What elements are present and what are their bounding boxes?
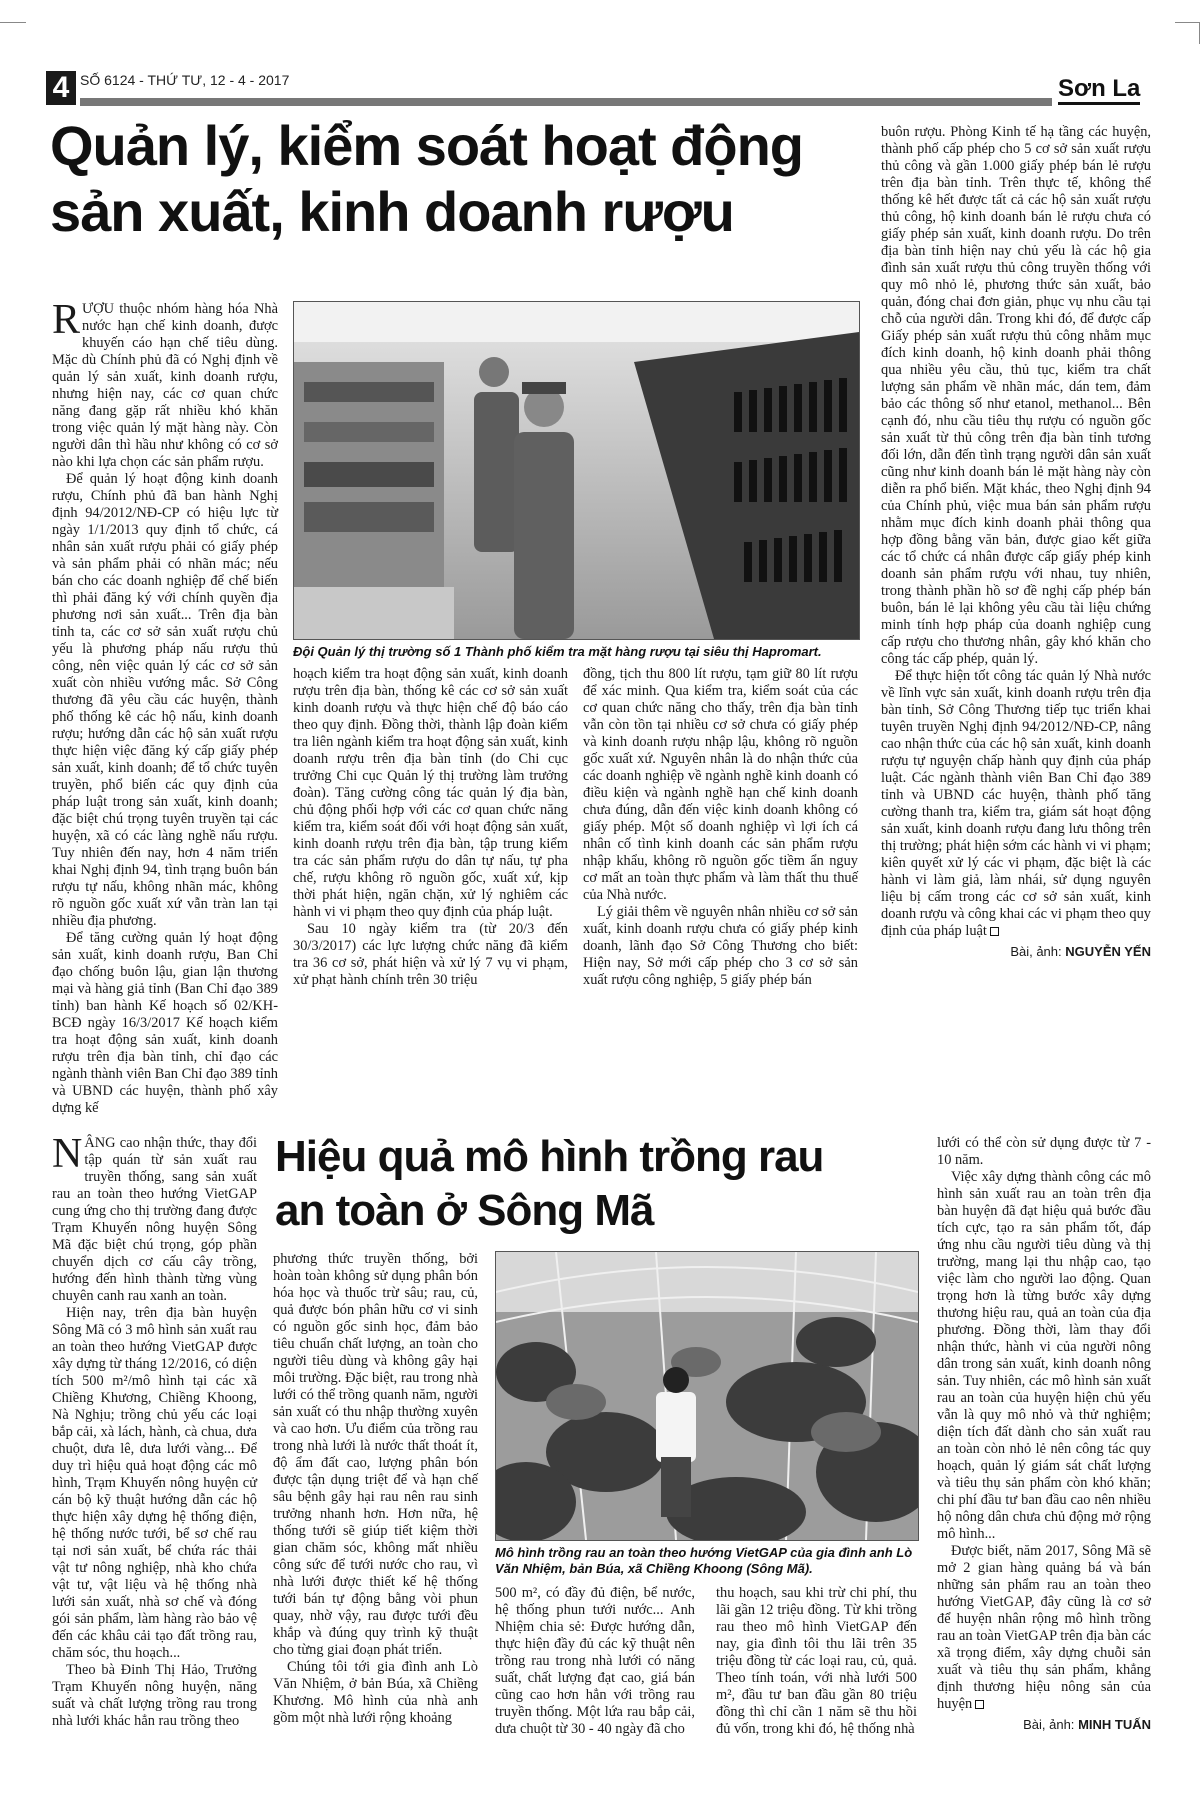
header-rule	[80, 98, 1052, 106]
article2-column-4	[716, 1585, 917, 1738]
article2-headline	[275, 1132, 922, 1243]
end-mark-icon	[975, 1700, 984, 1709]
paragraph: buôn rượu. Phòng Kinh tế hạ tầng các huyện, thành phố cấp phép cho 5 cơ sở sản xuất rượu thủ công và gần 1.000 giấy phép bán lẻ rượu trên địa bàn tỉnh. Trên thực tế, không thể thống kê hết được tất cả các hộ sản xuất rượu thủ công, hộ kinh doanh bán lẻ rượu chưa có giấy phép sản xuất, kinh doanh rượu. Do trên địa bàn tỉnh hiện nay chủ yếu là các hộ gia đình sản xuất rượu thủ công truyền thống với quy mô nhỏ lẻ, phương thức sản xuất, bảo quản, đóng chai đơn giản, phục vụ nhu cầu tại chỗ của người dân. Trong khi đó, để được cấp Giấy phép sản xuất rượu thủ công nhằm mục đích kinh doanh, hộ kinh doanh phải thông qua nhiều yêu cầu, thủ tục, kiểm tra chất lượng sản phẩm về nhãn mác, dán tem, đảm bảo các thông số như etanol, methanol... Bên cạnh đó, nhu cầu tiêu thụ rượu có nguồn gốc sản xuất từ thủ công trên địa bàn tỉnh tương đối lớn, dẫn đến tình trạng người dân sản xuất cũng như kinh doanh bán lẻ mặt hàng này còn diễn ra phổ biến. Mặt khác, theo Nghị định 94 của Chính phủ, việc mua bán sản phẩm rượu nhằm mục đích kinh doanh phải thông qua hợp đồng bằng văn bản, được giao kết giữa các tổ chức cá nhân được cấp giấy phép kinh doanh sản phẩm rượu với nhau, tuy nhiên, trong thành phần hồ sơ đề nghị cấp phép bán buôn, bán lẻ lại không yêu cầu tài liệu chứng minh tính hợp pháp của doanh nghiệp cung cấp rượu cho thương nhân, gây khó khăn cho công tác cấp phép, quản lý.	[881, 124, 1151, 667]
crop-mark	[1175, 22, 1200, 23]
byline-label: Bài, ảnh:	[1023, 1717, 1075, 1732]
article1-byline	[881, 943, 1151, 960]
article1-column-2	[293, 666, 568, 989]
end-mark-icon	[990, 927, 999, 936]
article2-column-2	[273, 1251, 478, 1727]
paragraph: đồng, tịch thu 800 lít rượu, tạm giữ 80 lít rượu để xác minh. Qua kiểm tra, kiểm soát của các cơ quan chức năng cho thấy, trên địa bàn tỉnh vẫn còn tồn tại nhiều cơ sở chưa có giấy phép và kinh doanh rượu nhập lậu, không rõ nguồn gốc xuất xứ. Nguyên nhân là do nhận thức của các doanh nghiệp về ngành nghề kinh doanh có điều kiện và ngành nghề hạn chế kinh doanh chưa đúng, dẫn đến việc kinh doanh không có giấy phép. Một số doanh nghiệp vì lợi ích cá nhân cố tình kinh doanh các sản phẩm rượu nhập khẩu, không rõ nguồn gốc tiềm ẩn nguy cơ mất an toàn thực phẩm và làm thất thu thuế của Nhà nước.	[583, 666, 858, 903]
article2-column-1	[52, 1131, 257, 1730]
article2-byline	[937, 1716, 1151, 1733]
page-number: 4	[46, 71, 76, 105]
paragraph: 500 m², có đầy đủ điện, bể nước, hệ thống phun tưới nước... Anh Nhiệm chia sẻ: Được hướng dẫn, thực hiện đầy đủ các kỹ thuật nên trồng rau trong nhà lưới có năng suất, chất lượng đạt cao, giá bán cũng cao hơn hẳn với trồng rau truyền thống. Một lứa rau bắp cải, dưa chuột từ 30 - 40 ngày đã cho	[495, 1585, 695, 1737]
paragraph: ÂNG cao nhận thức, thay đổi tập quán từ sản xuất rau truyền thống, sang sản xuất rau an toàn theo hướng VietGAP cung ứng cho thị trường đang được Trạm Khuyến nông huyện Sông Mã đặc biệt chú trọng, góp phần chuyển dịch cơ cấu cây trồng, hướng đến hình thành từng vùng chuyên canh rau xanh an toàn.	[52, 1135, 257, 1304]
section-name: Sơn La	[1058, 76, 1140, 105]
byline-author: NGUYỄN YẾN	[1065, 944, 1151, 959]
article2-column-5	[937, 1135, 1151, 1733]
article1-column-1	[52, 297, 278, 1117]
paragraph: Việc xây dựng thành công các mô hình sản xuất rau an toàn trên địa bàn huyện đã đạt hiệu quả bước đầu tích cực, tạo ra sản phẩm tốt, đáp ứng nhu cầu người tiêu dùng và thị trường, mang lại thu nhập cao, tạo việc làm cho người lao động. Quan trọng hơn là từng bước xây dựng thương hiệu rau, quả an toàn của địa phương. Đồng thời, làm thay đổi nhận thức, hành vi của người nông dân trong sản xuất, kinh doanh nông sản. Tuy nhiên, các mô hình sản xuất rau an toàn của huyện hiện chủ yếu vẫn là quy mô nhỏ và thử nghiệm; diện tích đất dành cho sản xuất rau an toàn còn nhỏ lẻ nên công tác quy hoạch, quản lý giám sát chất lượng và tiêu thụ sản phẩm còn khó khăn; chi phí đầu tư ban đầu cao nên nhiều hộ nông dân chưa chủ động mở rộng mô hình...	[937, 1169, 1151, 1542]
article2-photo-caption: Mô hình trồng rau an toàn theo hướng VietGAP của gia đình anh Lò Văn Nhiệm, bản Búa, xã Chiềng Khoong (Sông Mã).	[495, 1545, 913, 1576]
paragraph: Để quản lý hoạt động kinh doanh rượu, Chính phủ đã ban hành Nghị định 94/2012/NĐ-CP có hiệu lực từ ngày 1/1/2013 quy định tổ chức, cá nhân sản xuất rượu phải có giấy phép và sản phẩm phải có nhãn mác; nếu bán cho các doanh nghiệp để chế biến thì phải đăng ký với chính quyền địa phương nơi sản xuất... Trên địa bàn tỉnh ta, các cơ sở sản xuất rượu chủ yếu là phương pháp nấu rượu thủ công, nên việc quản lý các cơ sở sản xuất còn nhiều vướng mắc. Sở Công thương đã yêu cầu các huyện, thành phố thống kê các hộ nấu, kinh doanh rượu; hướng dẫn các hộ sản xuất rượu thực hiện việc đăng ký cấp giấy phép sản xuất, kinh doanh; để tổ chức tuyên truyền, phổ biến các quy định của pháp luật trong sản xuất, kinh doanh; đặc biệt chú trọng tuyên truyền tại các huyện, xã có các làng nghề nấu rượu. Tuy nhiên đến nay, hơn 4 năm triển khai Nghị định 94, tình trạng buôn bán rượu tự nấu, không nhãn mác, không rõ nguồn gốc xuất xứ vẫn tràn lan tại nhiều địa phương.	[52, 471, 278, 929]
paragraph: thu hoạch, sau khi trừ chi phí, thu lãi gần 12 triệu đồng. Từ khi trồng rau theo mô hình VietGAP đến nay, gia đình tôi thu lãi trên 35 triệu đồng từ các loại rau, củ, quả. Theo tính toán, với nhà lưới 500 m², đầu tư ban đầu gần 80 triệu đồng thì chỉ cần 1 năm sẽ thu hồi đủ vốn, trong khi đó, hệ thống nhà	[716, 1585, 917, 1737]
drop-cap: N	[52, 1131, 83, 1177]
article1-photo-caption: Đội Quản lý thị trường số 1 Thành phố kiểm tra mặt hàng rượu tại siêu thị Hapromart.	[293, 644, 822, 659]
headline-line: an toàn ở Sông Mã	[275, 1186, 654, 1235]
crop-mark	[0, 22, 26, 23]
paragraph: Hiện nay, trên địa bàn huyện Sông Mã có 3 mô hình sản xuất rau an toàn theo hướng VietGAP được xây dựng từ tháng 12/2016, có diện tích 500 m²/mô hình tại các xã Chiềng Khương, Chiềng Khoong, Nà Nghịu; trồng chủ yếu các loại bắp cải, xà lách, hành, cà chua, dưa chuột, dưa lê, dưa lưới vàng... Để duy trì hiệu quả hoạt động các mô hình, Trạm Khuyến nông huyện cử cán bộ kỹ thuật hướng dẫn các hộ thực hiện xây dựng hệ thống điện, hệ thống nước tưới, bể sơ chế rau tại nơi sản xuất, bể chứa rác thải vật tư nông nghiệp, nhà kho chứa vật tư, vật liệu và hệ thống nhà lưới sản xuất, nhà sơ chế và đóng gói sản phẩm, làm hàng rào bảo vệ đến các khâu cải tạo đất trồng rau, chăm sóc, thu hoạch...	[52, 1305, 257, 1661]
paragraph: Lý giải thêm về nguyên nhân nhiều cơ sở sản xuất, kinh doanh rượu chưa có giấy phép kinh doanh, lãnh đạo Sở Công Thương cho biết: Hiện nay, Sở mới cấp phép cho 3 cơ sở sản xuất rượu công nghiệp, 5 giấy phép bán	[583, 904, 858, 988]
article2-column-3	[495, 1585, 695, 1738]
headline-line: sản xuất, kinh doanh rượu	[50, 180, 734, 243]
paragraph: hoạch kiểm tra hoạt động sản xuất, kinh doanh rượu trên địa bàn, thống kê các cơ sở sản xuất kinh doanh rượu và thực hiện chế độ báo cáo theo quy định. Đồng thời, thành lập đoàn kiểm tra liên ngành kiểm tra hoạt động sản xuất, kinh doanh rượu trên địa bàn tỉnh (do Chi cục trưởng Chi cục Quản lý thị trường làm trưởng đoàn). Tăng cường công tác quản lý địa bàn, chủ động phối hợp với các cơ quan chức năng kiểm tra, kiểm soát đối với hoạt động sản xuất, kinh doanh rượu trên địa bàn, tập trung kiểm tra các sản phẩm rượu do dân tự nấu, tự pha chế, rượu không rõ nguồn gốc, xuất xứ, kịp thời phát hiện, ngăn chặn, xử lý nghiêm các hành vi vi phạm theo quy định của pháp luật.	[293, 666, 568, 920]
issue-date-line: SỐ 6124 - THỨ TƯ, 12 - 4 - 2017	[80, 72, 290, 88]
headline-line: Quản lý, kiểm soát hoạt động	[50, 114, 803, 177]
drop-cap: R	[52, 297, 81, 343]
article1-photo	[293, 301, 860, 640]
byline-label: Bài, ảnh:	[1010, 944, 1062, 959]
supermarket-inspection-photo	[294, 302, 859, 639]
article1-column-4	[881, 124, 1151, 960]
headline-line: Hiệu quả mô hình trồng rau	[275, 1132, 824, 1181]
paragraph: Theo bà Đinh Thị Hảo, Trưởng Trạm Khuyến nông huyện, năng suất và chất lượng trồng rau trong nhà lưới khác hẳn rau trồng theo	[52, 1662, 257, 1729]
paragraph: phương thức truyền thống, bởi hoàn toàn không sử dụng phân bón hóa học và thuốc trừ sâu; rau, củ, quả được bón phân hữu cơ vi sinh có nguồn gốc sinh học, đảm bảo tiêu chuẩn chất lượng, an toàn cho người tiêu dùng và không gây hại môi trường. Đặc biệt, rau trong nhà lưới có thể trồng quanh năm, người sản xuất có thu nhập thường xuyên và cao hơn. Ưu điểm của trồng rau trong nhà lưới là nước thất thoát ít, độ ẩm đất cao, lượng phân bón được tận dụng triệt để và hạn chế sâu bệnh gây hại rau nên rau sinh trưởng nhanh hơn. Hơn nữa, hệ thống tưới sẽ giúp tiết kiệm thời gian chăm sóc, không mất nhiều công sức để tưới nước cho rau, vì nhà lưới được thiết kế hệ thống tưới bán tự động bằng vòi phun quay, nhờ vậy, rau được tưới đều khắp và đúng quy trình kỹ thuật cho từng giai đoạn phát triển.	[273, 1251, 478, 1658]
paragraph: Sau 10 ngày kiểm tra (từ 20/3 đến 30/3/2017) các lực lượng chức năng đã kiểm tra 36 cơ sở, phát hiện và xử lý 7 vụ vi phạm, xử phạt hành chính trên 30 triệu	[293, 921, 568, 988]
paragraph: lưới có thể còn sử dụng được từ 7 - 10 năm.	[937, 1135, 1151, 1168]
paragraph: Để tăng cường quản lý hoạt động sản xuất, kinh doanh rượu, Ban Chỉ đạo chống buôn lậu, gian lận thương mại và hàng giả tỉnh (Ban Chỉ đạo 389 tỉnh) ban hành Kế hoạch số 02/KH-BCĐ ngày 16/3/2017 Kế hoạch kiểm tra hoạt động sản xuất, kinh doanh rượu trên địa bàn tỉnh, chỉ đạo các ngành thành viên Ban Chỉ đạo 389 tỉnh và UBND các huyện, thành phố xây dựng kế	[52, 930, 278, 1116]
paragraph: ƯỢU thuộc nhóm hàng hóa Nhà nước hạn chế kinh doanh, được khuyến cáo hạn chế tiêu dùng. Mặc dù Chính phủ đã có Nghị định về quản lý sản xuất, kinh doanh rượu, nhưng hiện nay, các cơ quan chức năng đang gặp rất nhiều khó khăn trong việc quản lý mặt hàng này. Còn người dân thì hầu như không có cơ sở nào khi lựa chọn các sản phẩm rượu.	[52, 301, 278, 470]
paragraph: Chúng tôi tới gia đình anh Lò Văn Nhiệm, ở bản Búa, xã Chiềng Khương. Mô hình của nhà anh gồm một nhà lưới rộng khoảng	[273, 1659, 478, 1726]
article1-column-3	[583, 666, 858, 989]
article1-headline	[50, 114, 866, 250]
paragraph: Được biết, năm 2017, Sông Mã sẽ mở 2 gian hàng quảng bá và bán những sản phẩm rau an toàn theo hướng VietGAP, đây cũng là cơ sở để huyện nhân rộng mô hình trồng rau an toàn VietGAP trên địa bàn các xã trọng điểm, xây dựng chuỗi sản xuất và tiêu thụ sản phẩm, khẳng định thương hiệu nông sản của huyện	[937, 1543, 1151, 1712]
greenhouse-vegetable-photo	[496, 1252, 918, 1540]
byline-author: MINH TUẤN	[1078, 1717, 1151, 1732]
article2-photo	[495, 1251, 919, 1541]
paragraph: Để thực hiện tốt công tác quản lý Nhà nước về lĩnh vực sản xuất, kinh doanh rượu trên địa bàn tỉnh, Sở Công Thương tiếp tục triển khai tuyên truyền Nghị định 94/2012/NĐ-CP, nâng cao nhận thức của các hộ sản xuất, kinh doanh rượu tự nguyện chấp hành quy định của pháp luật. Các ngành thành viên Ban Chỉ đạo 389 tỉnh và UBND các huyện, thành phố tăng cường thanh tra, kiểm tra, giám sát hoạt động sản xuất, kinh doanh rượu đang lưu thông trên thị trường; phát hiện sớm các hành vi vi phạm; kiên quyết xử lý các vi phạm, đặc biệt là các hành vi làm giả, làm nhái, sử dụng nguyên liệu bị cấm trong các cơ sở sản xuất, kinh doanh rượu và công khai các vi phạm theo quy định của pháp luật	[881, 668, 1151, 939]
